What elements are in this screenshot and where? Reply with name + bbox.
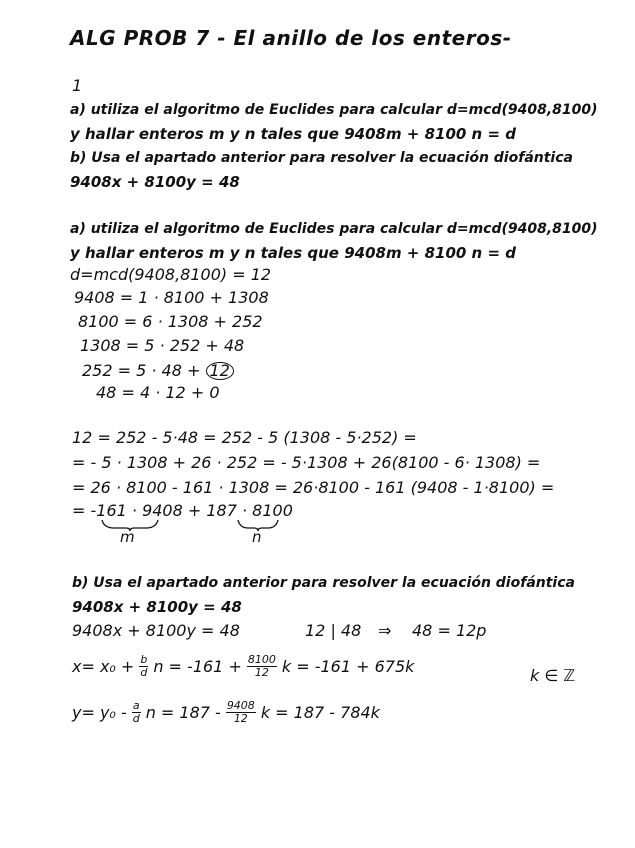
euclid-step-4 [82,362,234,380]
m-label: m [120,528,135,546]
euclid-step-4-text: 252 = 5 · 48 + [82,361,201,380]
statement-b-line1: b) Usa el apartado anterior para resolver la ecuación diofántica [70,150,573,166]
statement-a-line2: y hallar enteros m y n tales que 9408m + 8100 n = d [70,125,516,143]
part-b-line2: 9408x + 8100y = 48 [72,598,242,616]
euclid-step-3: 1308 = 5 · 252 + 48 [80,336,245,355]
part-a-line1: a) utiliza el algoritmo de Euclides para calcular d=mcd(9408,8100) [70,221,598,237]
gcd-result: d=mcd(9408,8100) = 12 [70,265,272,284]
x-solution [72,654,414,679]
divisibility-check: 12 | 48 [305,621,362,640]
statement-b-line2: 9408x + 8100y = 48 [70,173,240,191]
x-frac-num: b [140,653,148,666]
x-frac2-num: 8100 [247,653,276,666]
y-solution [72,700,380,725]
back-sub-line-4: = -161 · 9408 + 187 · 8100 [72,501,293,520]
back-sub-line-3: = 26 · 8100 - 161 · 1308 = 26·8100 - 161 (9408 - 1·8100) = [72,478,555,497]
back-sub-line-1: 12 = 252 - 5·48 = 252 - 5 (1308 - 5·252) = [72,428,417,447]
n-label: n [252,528,262,546]
y-fraction-a-over-d [132,700,141,725]
x-lhs: x= x₀ + [72,656,135,676]
euclid-step-5: 48 = 4 · 12 + 0 [96,383,220,402]
x-frac-den: d [140,666,148,680]
part-b-line1: b) Usa el apartado anterior para resolver la ecuación diofántica [72,575,575,591]
back-sub-line-2: = - 5 · 1308 + 26 · 252 = - 5·1308 + 26(8100 - 6· 1308) = [72,453,541,472]
gcd-circled-remainder: 12 [206,362,234,380]
diophantine-equation: 9408x + 8100y = 48 [72,621,240,640]
euclid-step-1: 9408 = 1 · 8100 + 1308 [74,288,269,307]
y-rhs: k = 187 - 784k [260,702,380,722]
y-frac2-num: 9408 [226,699,255,712]
y-frac-num: a [132,699,140,712]
euclid-step-2: 8100 = 6 · 1308 + 252 [78,312,263,331]
y-frac2-den: 12 [233,712,248,726]
y-frac-den: d [132,712,140,726]
y-lhs: y= y₀ - [72,702,127,722]
scaled-equation: 48 = 12p [412,621,487,640]
x-frac2-den: 12 [254,666,269,680]
x-mid: n = -161 + [153,656,242,676]
k-domain: k ∈ ℤ [530,666,576,685]
part-a-line2: y hallar enteros m y n tales que 9408m + 8100 n = d [70,244,516,262]
implies-arrow: ⇒ [378,621,392,640]
x-rhs: k = -161 + 675k [281,656,415,676]
x-fraction-8100-over-12 [247,654,277,679]
statement-a-line1: a) utiliza el algoritmo de Euclides para calcular d=mcd(9408,8100) [70,102,598,118]
y-fraction-9408-over-12 [226,700,256,725]
problem-number: 1 [72,76,83,95]
x-fraction-b-over-d [139,654,148,679]
page-title: ALG PROB 7 - El anillo de los enteros- [70,26,512,50]
y-mid: n = 187 - [145,702,221,722]
